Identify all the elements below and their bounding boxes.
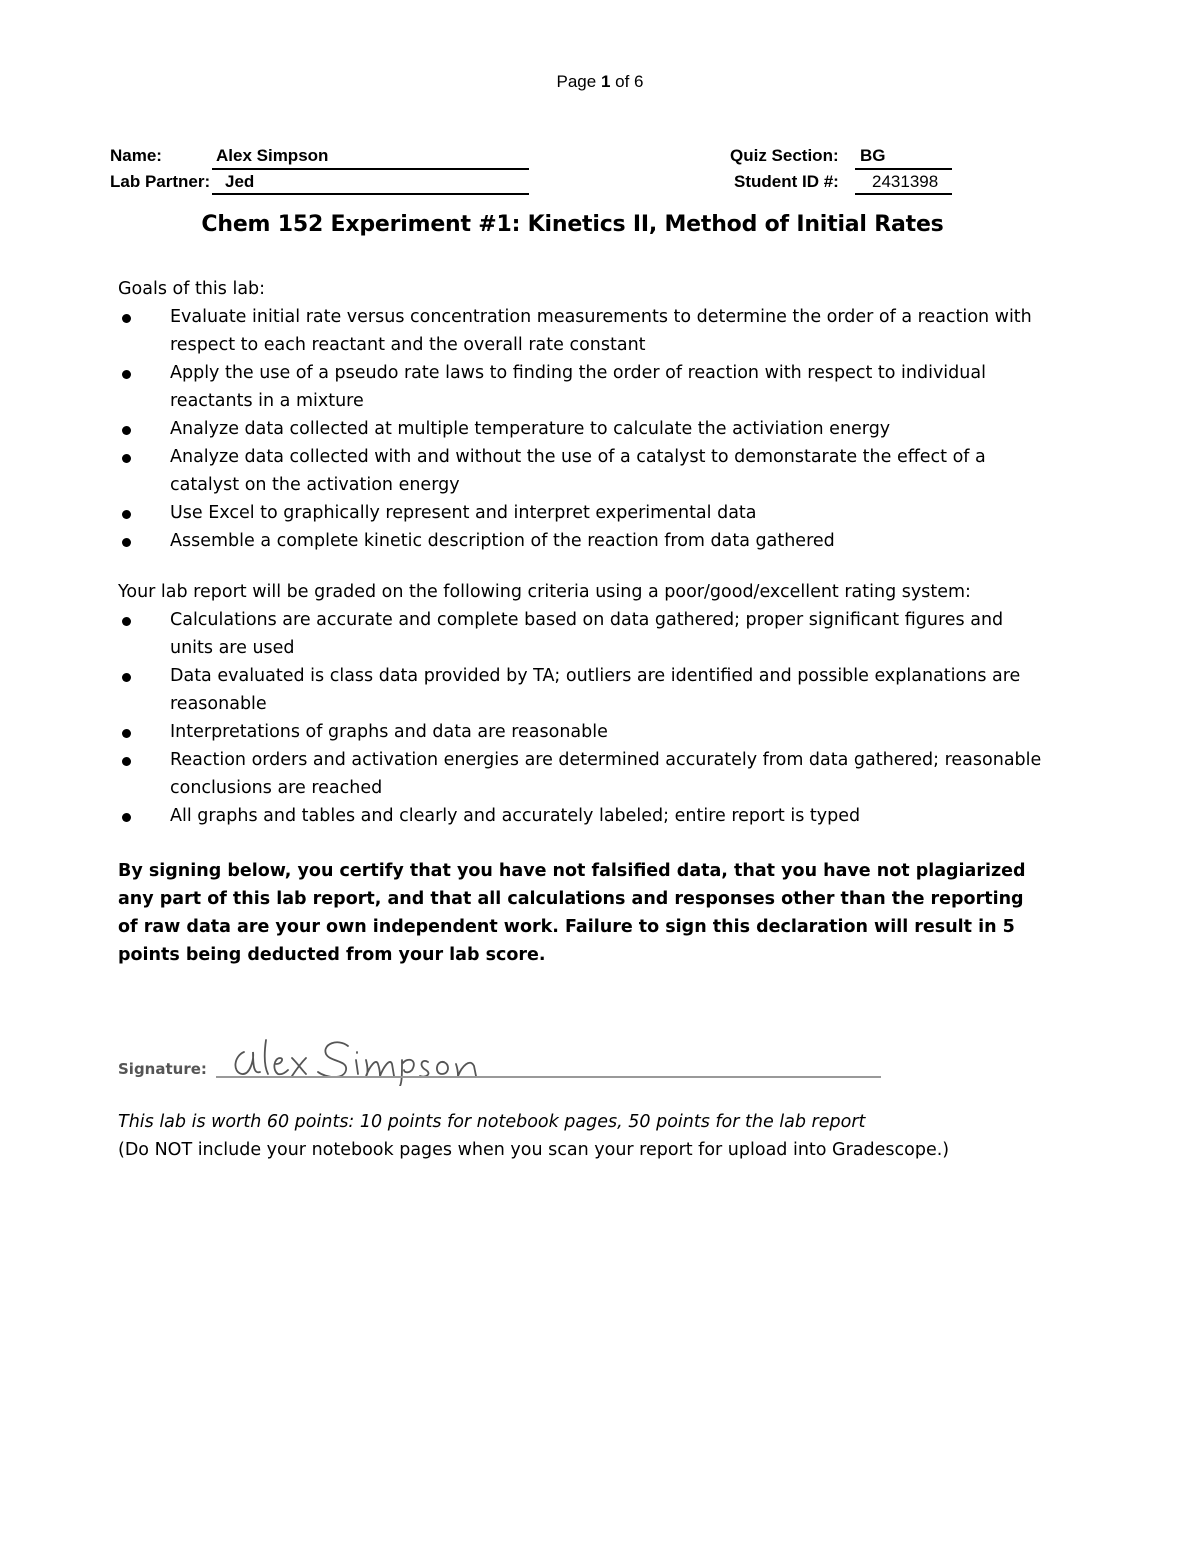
criteria-list	[118, 606, 1048, 830]
list-item: Data evaluated is class data provided by TA; outliers are identified and possible explanations are reasonable	[118, 662, 1048, 718]
list-item: Interpretations of graphs and data are reasonable	[118, 718, 1048, 746]
goals-section	[118, 275, 1048, 555]
bullet-icon	[122, 729, 131, 738]
goals-list	[118, 303, 1048, 555]
bullet-icon	[122, 426, 131, 435]
declaration-paragraph: By signing below, you certify that you have not falsified data, that you have not plagiarized any part of this lab report, and that all calculations and responses other than the reporting of raw data are your own independent work. Failure to sign this declaration will result in 5 points being deducted from your lab score.	[118, 861, 1026, 965]
bullet-icon	[122, 454, 131, 463]
bullet-icon	[122, 617, 131, 626]
signature-line	[216, 1076, 881, 1078]
student-id-label: Student ID #:	[734, 172, 839, 191]
student-id-underline	[855, 193, 952, 195]
list-item: Reaction orders and activation energies are determined accurately from data gathered; reasonable conclusions are reached	[118, 746, 1048, 802]
bullet-icon	[122, 510, 131, 519]
partner-label: Lab Partner:	[110, 172, 211, 191]
student-id-value: 2431398	[872, 172, 939, 191]
page-prefix: Page	[556, 72, 601, 91]
page-total: 6	[634, 72, 644, 91]
upload-instruction: (Do NOT include your notebook pages when you scan your report for upload into Gradescope.)	[118, 1140, 950, 1160]
list-item: Analyze data collected with and without the use of a catalyst to demonstarate the effect of a catalyst on the activation energy	[118, 443, 1048, 499]
page-number	[0, 72, 1200, 92]
signature-label: Signature:	[118, 1060, 207, 1078]
name-value: Alex Simpson	[216, 146, 329, 165]
signature-block	[118, 1030, 888, 1090]
section-label: Quiz Section:	[730, 146, 839, 165]
list-item: Calculations are accurate and complete based on data gathered; proper significant figures and units are used	[118, 606, 1048, 662]
name-label: Name:	[110, 146, 162, 165]
points-note: This lab is worth 60 points: 10 points for notebook pages, 50 points for the lab report	[118, 1112, 866, 1132]
list-item: Evaluate initial rate versus concentration measurements to determine the order of a reaction with respect to each reactant and the overall rate constant	[118, 303, 1048, 359]
bullet-icon	[122, 813, 131, 822]
section-value: BG	[860, 146, 886, 165]
list-item: Use Excel to graphically represent and interpret experimental data	[118, 499, 1048, 527]
bullet-icon	[122, 673, 131, 682]
bullet-icon	[122, 757, 131, 766]
page-of: of	[610, 72, 635, 91]
page-current: 1	[600, 72, 611, 91]
criteria-section	[118, 578, 1048, 830]
bullet-icon	[122, 314, 131, 323]
bullet-icon	[122, 370, 131, 379]
criteria-heading: Your lab report will be graded on the following criteria using a poor/good/excellent rating system:	[118, 582, 971, 602]
goals-heading: Goals of this lab:	[118, 279, 266, 299]
document-title: Chem 152 Experiment #1: Kinetics II, Method of Initial Rates	[201, 212, 944, 237]
list-item: Apply the use of a pseudo rate laws to finding the order of reaction with respect to individual reactants in a mixture	[118, 359, 1048, 415]
list-item: All graphs and tables and clearly and accurately labeled; entire report is typed	[118, 802, 1048, 830]
list-item: Analyze data collected at multiple temperature to calculate the activiation energy	[118, 415, 1048, 443]
partner-value: Jed	[225, 172, 255, 191]
partner-underline	[212, 193, 529, 195]
section-underline	[855, 168, 952, 170]
name-underline	[212, 168, 529, 170]
footer-notes	[118, 1108, 1098, 1164]
list-item: Assemble a complete kinetic description of the reaction from data gathered	[118, 527, 1048, 555]
bullet-icon	[122, 538, 131, 547]
